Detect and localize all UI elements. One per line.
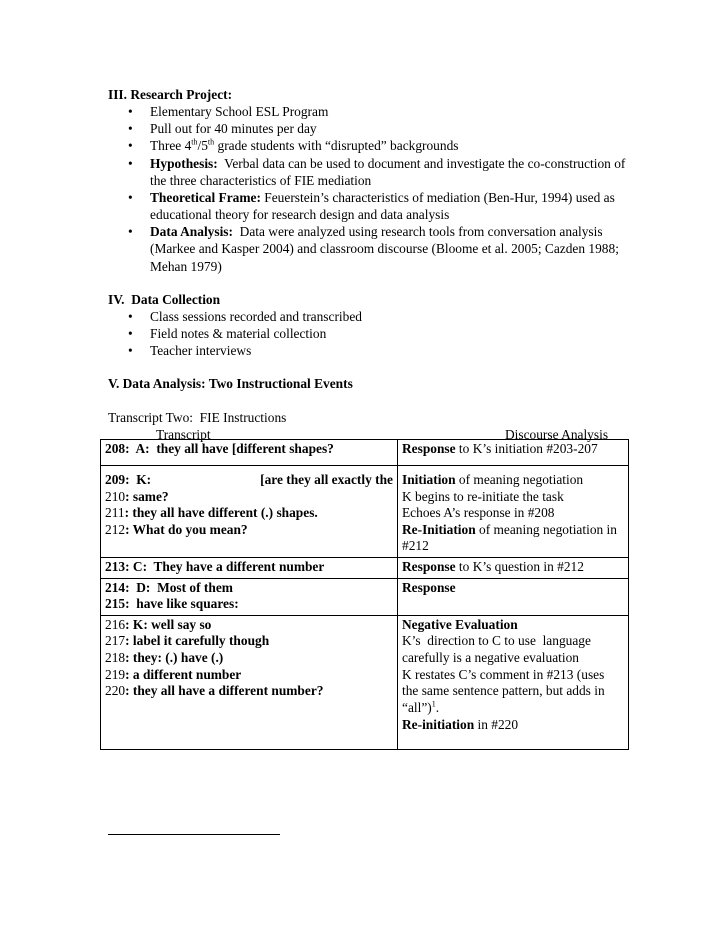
list-item: • Hypothesis: Verbal data can be used to document and investigate the co-construction of the three characteristics of FIE mediation	[126, 155, 638, 189]
transcript-cell: 214: D: Most of them 215: have like squares:	[101, 578, 398, 615]
footnote-separator	[108, 834, 280, 835]
theoretical-frame-label: Theoretical Frame:	[150, 189, 261, 205]
transcript-cell: 216: K: well say so 217: label it carefully though 218: they: (.) have (.) 219: a different number 220: they all have a different number?	[101, 615, 398, 749]
analysis-cell: Initiation of meaning negotiation K begins to re-initiate the task Echoes A’s response in #208 Re-Initiation of meaning negotiation in #212	[398, 466, 629, 558]
transcript-title: Transcript Two: FIE Instructions	[108, 409, 287, 425]
list-item: • Data Analysis: Data were analyzed using research tools from conversation analysis (Markee and Kasper 2004) and classroom discourse (Bloome et al. 2005; Cazden 1988; Mehan 1979)	[126, 223, 638, 274]
transcript-cell: 213: C: They have a different number	[101, 558, 398, 579]
analysis-cell: Response	[398, 578, 629, 615]
research-project-list	[108, 103, 638, 275]
analysis-cell: Response to K’s question in #212	[398, 558, 629, 579]
hypothesis-label: Hypothesis:	[150, 155, 218, 171]
list-item: • Elementary School ESL Program	[126, 103, 638, 120]
transcript-cell: 209: K: [are they all exactly the 210: same? 211: they all have different (.) shapes. 212: What do you mean?	[101, 466, 398, 558]
table-row	[101, 440, 629, 466]
list-item: • Teacher interviews	[126, 342, 638, 359]
column-header-transcript: Transcript	[156, 426, 211, 442]
section-heading-data-collection: IV. Data Collection	[108, 291, 221, 307]
data-analysis-label: Data Analysis:	[150, 224, 233, 240]
analysis-cell: Negative Evaluation K’s direction to C to use language carefully is a negative evaluation K restates C’s comment in #213 (uses the same sentence pattern, but adds in “all”)$^1$. Re-initiation in #220	[398, 615, 629, 749]
document-body	[108, 86, 638, 443]
table-row	[101, 466, 629, 558]
table-row	[101, 558, 629, 579]
column-header-discourse-analysis: Discourse Analysis	[505, 426, 609, 442]
transcript-table	[100, 439, 629, 750]
analysis-cell: Response to K’s initiation #203-207	[398, 440, 629, 466]
list-item: • Field notes & material collection	[126, 325, 638, 342]
list-item: • Class sessions recorded and transcribed	[126, 308, 638, 325]
footnote-marker: 1	[431, 699, 436, 709]
data-collection-list	[108, 308, 638, 359]
section-heading-data-analysis: V. Data Analysis: Two Instructional Events	[108, 376, 353, 392]
section-heading-research-project: III. Research Project:	[108, 87, 233, 102]
list-item: • Three 4th/5th grade students with “disrupted” backgrounds	[126, 137, 638, 154]
table-row	[101, 578, 629, 615]
transcript-cell: 208: A: they all have [different shapes?	[101, 440, 398, 466]
table-row	[101, 615, 629, 749]
list-item: • Pull out for 40 minutes per day	[126, 120, 638, 137]
list-item: • Theoretical Frame: Feuerstein’s characteristics of mediation (Ben-Hur, 1994) used as educational theory for research design and data analysis	[126, 189, 638, 223]
